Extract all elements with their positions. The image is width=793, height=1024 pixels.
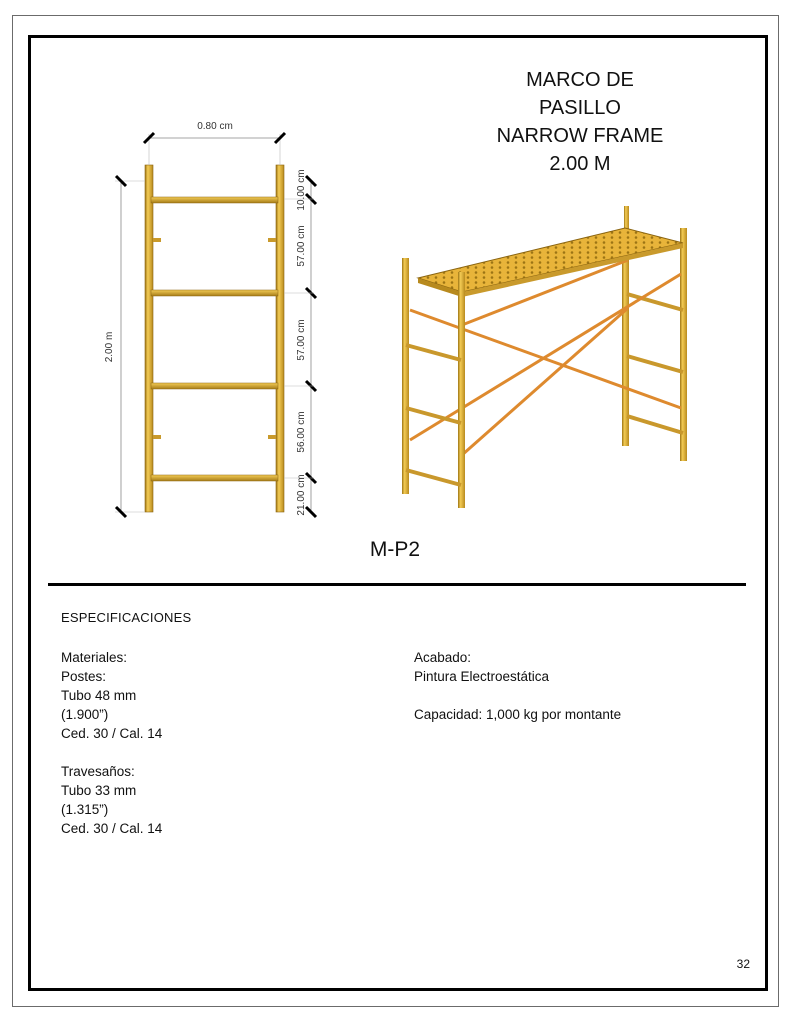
front-post: [402, 258, 409, 494]
specs-right-column: [414, 648, 621, 724]
segment-dimension-label: 10.00 cm: [296, 169, 307, 211]
finish-value: Pintura Electroestática: [414, 669, 550, 684]
specs-heading: ESPECIFICACIONES: [61, 610, 192, 625]
left-post: [145, 165, 153, 512]
posts-spec-line: Ced. 30 / Cal. 14: [61, 726, 163, 741]
crossbar: [151, 475, 278, 481]
finish-label: Acabado:: [414, 650, 472, 665]
spacer: [414, 686, 621, 705]
specs-left-column: [61, 648, 162, 838]
title-line: MARCO DE: [526, 69, 634, 91]
segment-dimension-label: 57.00 cm: [296, 225, 307, 267]
crossbar: [151, 197, 278, 203]
rear-rung: [627, 356, 683, 372]
rear-rung: [627, 416, 683, 433]
brace-pin: [268, 238, 276, 242]
spacer: [61, 743, 162, 762]
posts-spec-line: Tubo 48 mm: [61, 688, 137, 703]
rear-post: [680, 228, 687, 461]
segment-dimension-label: 56.00 cm: [296, 411, 307, 453]
walk-deck: [418, 228, 683, 292]
segment-dimension-label: 21.00 cm: [296, 474, 307, 516]
crossbar: [151, 290, 278, 296]
front-rung: [406, 345, 461, 360]
crossbars-spec-line: (1.315”): [61, 802, 109, 817]
front-post: [458, 272, 465, 508]
product-code: M-P2: [369, 538, 421, 561]
height-dimension-label: 2.00 m: [104, 331, 115, 363]
width-dimension-label: 0.80 cm: [197, 121, 233, 132]
brace-pin: [153, 238, 161, 242]
right-post: [276, 165, 284, 512]
front-rung: [406, 470, 461, 485]
brace-pin: [153, 435, 161, 439]
crossbars-spec-line: Tubo 33 mm: [61, 783, 137, 798]
crossbars-spec-line: Ced. 30 / Cal. 14: [61, 821, 163, 836]
capacity-spec: Capacidad: 1,000 kg por montante: [414, 707, 622, 722]
page-number: 32: [736, 957, 750, 971]
segment-dimension-label: 57.00 cm: [296, 319, 307, 361]
cross-brace: [462, 308, 628, 455]
crossbar: [151, 383, 278, 389]
title-line: 2.00 M: [549, 153, 611, 175]
frame-elevation: [104, 121, 316, 517]
brace-pin: [268, 435, 276, 439]
section-divider: [48, 583, 746, 586]
title-line: NARROW FRAME: [496, 125, 664, 147]
crossbars-label: Travesaños:: [61, 764, 135, 779]
posts-spec-line: (1.900”): [61, 707, 109, 722]
frame-perspective: [402, 206, 687, 508]
title-line: PASILLO: [539, 97, 621, 119]
materials-label: Materiales:: [61, 650, 128, 665]
posts-label: Postes:: [61, 669, 107, 684]
